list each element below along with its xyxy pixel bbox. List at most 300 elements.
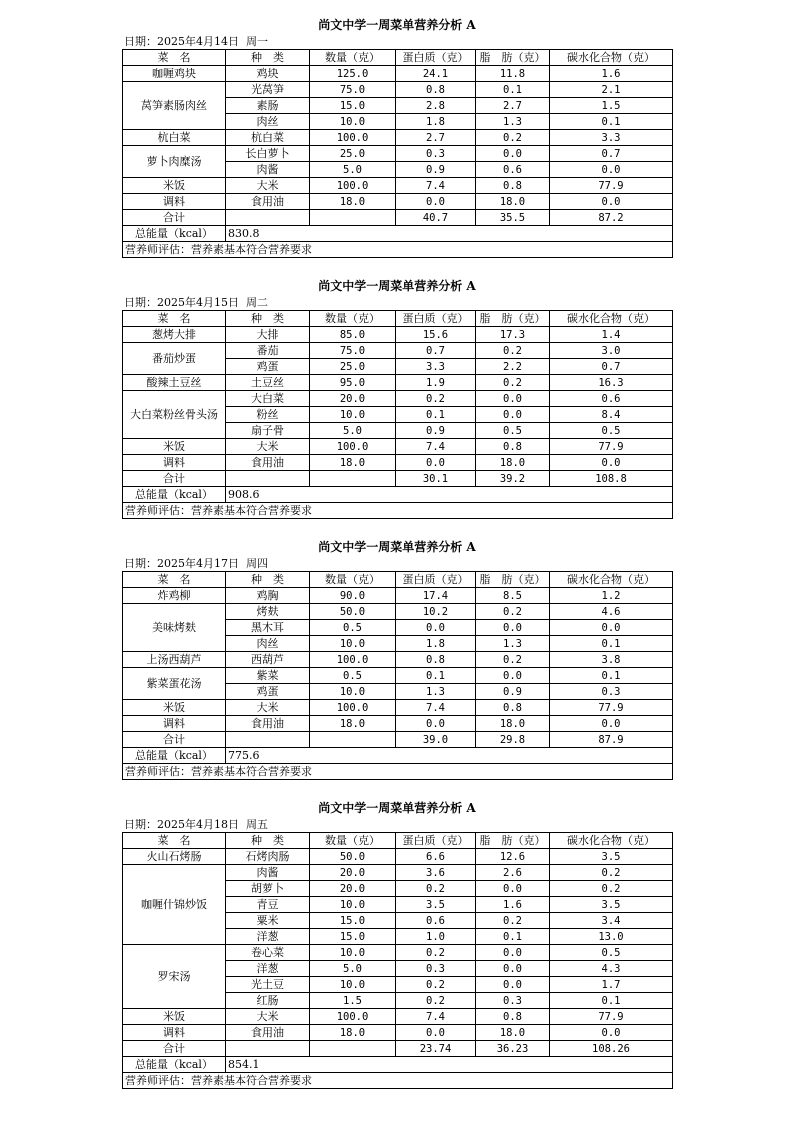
total-protein: 30.1 <box>396 471 476 487</box>
carbs-cell: 4.3 <box>550 961 673 977</box>
protein-cell: 10.2 <box>396 604 476 620</box>
ingredient: 大米 <box>226 700 310 716</box>
energy-label: 总能量（kcal） <box>123 1057 226 1073</box>
carbs-cell: 77.9 <box>550 439 673 455</box>
ingredient: 紫菜 <box>226 668 310 684</box>
total-carbs: 87.9 <box>550 732 673 748</box>
carbs-cell: 0.2 <box>550 881 673 897</box>
carbs-cell: 3.4 <box>550 913 673 929</box>
evaluation-row <box>123 503 673 519</box>
column-header: 脂 肪（克） <box>476 50 550 66</box>
protein-cell: 0.2 <box>396 881 476 897</box>
protein-cell: 0.0 <box>396 620 476 636</box>
evaluation-row <box>123 242 673 258</box>
quantity-cell: 50.0 <box>310 604 396 620</box>
column-header: 蛋白质（克） <box>396 311 476 327</box>
table-row <box>123 375 673 391</box>
ingredient: 光莴笋 <box>226 82 310 98</box>
protein-cell: 0.0 <box>396 194 476 210</box>
protein-cell: 7.4 <box>396 1009 476 1025</box>
ingredient: 食用油 <box>226 716 310 732</box>
table-row <box>123 82 673 98</box>
quantity-cell: 20.0 <box>310 865 396 881</box>
carbs-cell: 0.1 <box>550 993 673 1009</box>
carbs-cell: 0.0 <box>550 455 673 471</box>
column-header: 种 类 <box>226 50 310 66</box>
evaluation-text: 营养师评估：营养素基本符合营养要求 <box>123 242 673 258</box>
dish-name: 米饭 <box>123 439 226 455</box>
ingredient: 番茄 <box>226 343 310 359</box>
fat-cell: 0.5 <box>476 423 550 439</box>
protein-cell: 0.0 <box>396 455 476 471</box>
fat-cell: 0.2 <box>476 652 550 668</box>
energy-row <box>123 1057 673 1073</box>
dish-name: 罗宋汤 <box>123 945 226 1009</box>
quantity-cell: 15.0 <box>310 913 396 929</box>
table-row <box>123 716 673 732</box>
table-row <box>123 652 673 668</box>
protein-cell: 0.9 <box>396 162 476 178</box>
day-block <box>122 277 672 519</box>
protein-cell: 0.3 <box>396 146 476 162</box>
empty-cell <box>310 1041 396 1057</box>
column-header: 数量（克） <box>310 833 396 849</box>
column-header: 脂 肪（克） <box>476 833 550 849</box>
ingredient: 食用油 <box>226 455 310 471</box>
table-row <box>123 700 673 716</box>
header-row <box>123 50 673 66</box>
carbs-cell: 0.7 <box>550 359 673 375</box>
carbs-cell: 77.9 <box>550 700 673 716</box>
evaluation-row <box>123 764 673 780</box>
carbs-cell: 1.5 <box>550 98 673 114</box>
fat-cell: 17.3 <box>476 327 550 343</box>
fat-cell: 18.0 <box>476 716 550 732</box>
ingredient: 大白菜 <box>226 391 310 407</box>
menu-title: 尚文中学一周菜单营养分析 A <box>318 18 476 32</box>
total-fat: 29.8 <box>476 732 550 748</box>
table-row <box>123 668 673 684</box>
total-protein: 23.74 <box>396 1041 476 1057</box>
ingredient: 大米 <box>226 178 310 194</box>
protein-cell: 7.4 <box>396 439 476 455</box>
table-row <box>123 849 673 865</box>
table-row <box>123 588 673 604</box>
ingredient: 石烤肉肠 <box>226 849 310 865</box>
protein-cell: 3.6 <box>396 865 476 881</box>
ingredient: 红肠 <box>226 993 310 1009</box>
carbs-cell: 2.1 <box>550 82 673 98</box>
ingredient: 鸡块 <box>226 66 310 82</box>
carbs-cell: 16.3 <box>550 375 673 391</box>
quantity-cell: 18.0 <box>310 194 396 210</box>
dish-name: 米饭 <box>123 178 226 194</box>
dish-name: 火山石烤肠 <box>123 849 226 865</box>
protein-cell: 7.4 <box>396 178 476 194</box>
protein-cell: 0.1 <box>396 407 476 423</box>
energy-value: 908.6 <box>226 487 673 503</box>
ingredient: 西葫芦 <box>226 652 310 668</box>
menu-date: 日期：2025年4月15日 周二 <box>124 296 268 309</box>
quantity-cell: 18.0 <box>310 1025 396 1041</box>
energy-label: 总能量（kcal） <box>123 226 226 242</box>
protein-cell: 0.0 <box>396 716 476 732</box>
column-header: 碳水化合物（克） <box>550 833 673 849</box>
column-header: 菜 名 <box>123 311 226 327</box>
table-row <box>123 439 673 455</box>
carbs-cell: 0.2 <box>550 865 673 881</box>
protein-cell: 0.7 <box>396 343 476 359</box>
fat-cell: 11.8 <box>476 66 550 82</box>
ingredient: 胡萝卜 <box>226 881 310 897</box>
protein-cell: 1.0 <box>396 929 476 945</box>
fat-cell: 0.1 <box>476 929 550 945</box>
energy-label: 总能量（kcal） <box>123 487 226 503</box>
protein-cell: 2.8 <box>396 98 476 114</box>
quantity-cell: 15.0 <box>310 929 396 945</box>
table-row <box>123 146 673 162</box>
ingredient: 大米 <box>226 439 310 455</box>
empty-cell <box>226 210 310 226</box>
protein-cell: 0.2 <box>396 391 476 407</box>
dish-name: 大白菜粉丝骨头汤 <box>123 391 226 439</box>
fat-cell: 0.8 <box>476 1009 550 1025</box>
quantity-cell: 95.0 <box>310 375 396 391</box>
column-header: 菜 名 <box>123 833 226 849</box>
table-row <box>123 865 673 881</box>
carbs-cell: 3.5 <box>550 897 673 913</box>
fat-cell: 0.0 <box>476 668 550 684</box>
fat-cell: 0.0 <box>476 881 550 897</box>
column-header: 种 类 <box>226 311 310 327</box>
quantity-cell: 10.0 <box>310 977 396 993</box>
table-row <box>123 1009 673 1025</box>
quantity-cell: 85.0 <box>310 327 396 343</box>
dish-name: 美味烤麸 <box>123 604 226 652</box>
dish-name: 米饭 <box>123 1009 226 1025</box>
column-header: 数量（克） <box>310 311 396 327</box>
fat-cell: 0.9 <box>476 684 550 700</box>
carbs-cell: 0.0 <box>550 1025 673 1041</box>
carbs-cell: 3.5 <box>550 849 673 865</box>
ingredient: 长白萝卜 <box>226 146 310 162</box>
column-header: 脂 肪（克） <box>476 572 550 588</box>
ingredient: 肉丝 <box>226 114 310 130</box>
column-header: 碳水化合物（克） <box>550 572 673 588</box>
ingredient: 洋葱 <box>226 961 310 977</box>
quantity-cell: 5.0 <box>310 162 396 178</box>
energy-value: 830.8 <box>226 226 673 242</box>
table-row <box>123 130 673 146</box>
menu-title: 尚文中学一周菜单营养分析 A <box>318 279 476 293</box>
carbs-cell: 1.4 <box>550 327 673 343</box>
carbs-cell: 1.2 <box>550 588 673 604</box>
column-header: 脂 肪（克） <box>476 311 550 327</box>
carbs-cell: 3.3 <box>550 130 673 146</box>
dish-name: 酸辣土豆丝 <box>123 375 226 391</box>
protein-cell: 0.8 <box>396 652 476 668</box>
quantity-cell: 50.0 <box>310 849 396 865</box>
menu-date: 日期：2025年4月18日 周五 <box>124 818 268 831</box>
dish-name: 调料 <box>123 455 226 471</box>
fat-cell: 0.6 <box>476 162 550 178</box>
menu-date: 日期：2025年4月17日 周四 <box>124 557 268 570</box>
fat-cell: 0.1 <box>476 82 550 98</box>
quantity-cell: 10.0 <box>310 684 396 700</box>
carbs-cell: 1.6 <box>550 66 673 82</box>
fat-cell: 2.6 <box>476 865 550 881</box>
fat-cell: 1.3 <box>476 636 550 652</box>
ingredient: 肉酱 <box>226 865 310 881</box>
day-block <box>122 799 672 1089</box>
ingredient: 卷心菜 <box>226 945 310 961</box>
protein-cell: 0.2 <box>396 977 476 993</box>
dish-name: 番茄炒蛋 <box>123 343 226 375</box>
dish-name: 米饭 <box>123 700 226 716</box>
protein-cell: 0.1 <box>396 668 476 684</box>
nutrition-table <box>122 310 673 519</box>
quantity-cell: 90.0 <box>310 588 396 604</box>
protein-cell: 0.8 <box>396 82 476 98</box>
protein-cell: 0.9 <box>396 423 476 439</box>
total-fat: 39.2 <box>476 471 550 487</box>
quantity-cell: 10.0 <box>310 945 396 961</box>
quantity-cell: 5.0 <box>310 961 396 977</box>
total-row <box>123 210 673 226</box>
fat-cell: 18.0 <box>476 194 550 210</box>
fat-cell: 8.5 <box>476 588 550 604</box>
protein-cell: 1.8 <box>396 114 476 130</box>
quantity-cell: 125.0 <box>310 66 396 82</box>
energy-value: 854.1 <box>226 1057 673 1073</box>
quantity-cell: 20.0 <box>310 391 396 407</box>
quantity-cell: 25.0 <box>310 359 396 375</box>
quantity-cell: 10.0 <box>310 114 396 130</box>
total-fat: 36.23 <box>476 1041 550 1057</box>
carbs-cell: 0.0 <box>550 716 673 732</box>
dish-name: 萝卜肉糜汤 <box>123 146 226 178</box>
column-header: 数量（克） <box>310 572 396 588</box>
dish-name: 紫菜蛋花汤 <box>123 668 226 700</box>
protein-cell: 1.8 <box>396 636 476 652</box>
table-row <box>123 66 673 82</box>
total-fat: 35.5 <box>476 210 550 226</box>
total-row <box>123 1041 673 1057</box>
ingredient: 大排 <box>226 327 310 343</box>
carbs-cell: 77.9 <box>550 178 673 194</box>
total-row <box>123 471 673 487</box>
empty-cell <box>310 732 396 748</box>
protein-cell: 3.3 <box>396 359 476 375</box>
quantity-cell: 75.0 <box>310 82 396 98</box>
nutrition-table <box>122 832 673 1089</box>
fat-cell: 0.0 <box>476 391 550 407</box>
ingredient: 洋葱 <box>226 929 310 945</box>
fat-cell: 0.8 <box>476 439 550 455</box>
protein-cell: 0.2 <box>396 993 476 1009</box>
column-header: 碳水化合物（克） <box>550 311 673 327</box>
dish-name: 调料 <box>123 1025 226 1041</box>
fat-cell: 0.8 <box>476 178 550 194</box>
carbs-cell: 0.7 <box>550 146 673 162</box>
evaluation-text: 营养师评估：营养素基本符合营养要求 <box>123 503 673 519</box>
menu-title: 尚文中学一周菜单营养分析 A <box>318 540 476 554</box>
empty-cell <box>226 1041 310 1057</box>
dish-name: 咖喱鸡块 <box>123 66 226 82</box>
ingredient: 食用油 <box>226 1025 310 1041</box>
fat-cell: 0.2 <box>476 604 550 620</box>
ingredient: 素肠 <box>226 98 310 114</box>
protein-cell: 0.6 <box>396 913 476 929</box>
fat-cell: 0.0 <box>476 977 550 993</box>
column-header: 种 类 <box>226 572 310 588</box>
empty-cell <box>310 471 396 487</box>
quantity-cell: 10.0 <box>310 407 396 423</box>
dish-name: 调料 <box>123 194 226 210</box>
quantity-cell: 100.0 <box>310 1009 396 1025</box>
menu-date: 日期：2025年4月14日 周一 <box>124 35 268 48</box>
day-block <box>122 538 672 780</box>
total-carbs: 87.2 <box>550 210 673 226</box>
table-row <box>123 391 673 407</box>
energy-row <box>123 748 673 764</box>
quantity-cell: 10.0 <box>310 636 396 652</box>
protein-cell: 0.2 <box>396 945 476 961</box>
energy-row <box>123 226 673 242</box>
carbs-cell: 1.7 <box>550 977 673 993</box>
ingredient: 鸡蛋 <box>226 684 310 700</box>
quantity-cell: 5.0 <box>310 423 396 439</box>
evaluation-text: 营养师评估：营养素基本符合营养要求 <box>123 1073 673 1089</box>
protein-cell: 24.1 <box>396 66 476 82</box>
column-header: 数量（克） <box>310 50 396 66</box>
menu-title: 尚文中学一周菜单营养分析 A <box>318 801 476 815</box>
quantity-cell: 100.0 <box>310 178 396 194</box>
total-label: 合计 <box>123 210 226 226</box>
ingredient: 光土豆 <box>226 977 310 993</box>
quantity-cell: 100.0 <box>310 652 396 668</box>
quantity-cell: 1.5 <box>310 993 396 1009</box>
quantity-cell: 75.0 <box>310 343 396 359</box>
column-header: 蛋白质（克） <box>396 833 476 849</box>
fat-cell: 0.2 <box>476 913 550 929</box>
ingredient: 鸡胸 <box>226 588 310 604</box>
quantity-cell: 0.5 <box>310 620 396 636</box>
ingredient: 青豆 <box>226 897 310 913</box>
fat-cell: 0.2 <box>476 375 550 391</box>
protein-cell: 0.0 <box>396 1025 476 1041</box>
carbs-cell: 77.9 <box>550 1009 673 1025</box>
empty-cell <box>310 210 396 226</box>
column-header: 种 类 <box>226 833 310 849</box>
carbs-cell: 0.0 <box>550 162 673 178</box>
fat-cell: 18.0 <box>476 1025 550 1041</box>
dish-name: 莴笋素肠肉丝 <box>123 82 226 130</box>
fat-cell: 2.2 <box>476 359 550 375</box>
column-header: 菜 名 <box>123 50 226 66</box>
table-row <box>123 455 673 471</box>
fat-cell: 0.3 <box>476 993 550 1009</box>
energy-label: 总能量（kcal） <box>123 748 226 764</box>
quantity-cell: 20.0 <box>310 881 396 897</box>
protein-cell: 6.6 <box>396 849 476 865</box>
fat-cell: 2.7 <box>476 98 550 114</box>
table-row <box>123 194 673 210</box>
ingredient: 扇子骨 <box>226 423 310 439</box>
carbs-cell: 3.8 <box>550 652 673 668</box>
protein-cell: 2.7 <box>396 130 476 146</box>
quantity-cell: 0.5 <box>310 668 396 684</box>
fat-cell: 0.2 <box>476 343 550 359</box>
fat-cell: 0.2 <box>476 130 550 146</box>
empty-cell <box>226 471 310 487</box>
ingredient: 粉丝 <box>226 407 310 423</box>
dish-name: 上汤西葫芦 <box>123 652 226 668</box>
table-row <box>123 945 673 961</box>
quantity-cell: 15.0 <box>310 98 396 114</box>
energy-row <box>123 487 673 503</box>
energy-value: 775.6 <box>226 748 673 764</box>
table-row <box>123 178 673 194</box>
carbs-cell: 4.6 <box>550 604 673 620</box>
protein-cell: 15.6 <box>396 327 476 343</box>
carbs-cell: 0.1 <box>550 636 673 652</box>
ingredient: 杭白菜 <box>226 130 310 146</box>
day-block <box>122 16 672 258</box>
total-carbs: 108.8 <box>550 471 673 487</box>
carbs-cell: 3.0 <box>550 343 673 359</box>
carbs-cell: 0.0 <box>550 194 673 210</box>
fat-cell: 0.0 <box>476 620 550 636</box>
table-row <box>123 1025 673 1041</box>
ingredient: 鸡蛋 <box>226 359 310 375</box>
ingredient: 粟米 <box>226 913 310 929</box>
carbs-cell: 8.4 <box>550 407 673 423</box>
protein-cell: 17.4 <box>396 588 476 604</box>
total-row <box>123 732 673 748</box>
total-carbs: 108.26 <box>550 1041 673 1057</box>
header-row <box>123 311 673 327</box>
table-row <box>123 327 673 343</box>
column-header: 蛋白质（克） <box>396 50 476 66</box>
ingredient: 土豆丝 <box>226 375 310 391</box>
fat-cell: 18.0 <box>476 455 550 471</box>
dish-name: 炸鸡柳 <box>123 588 226 604</box>
column-header: 蛋白质（克） <box>396 572 476 588</box>
fat-cell: 0.0 <box>476 146 550 162</box>
protein-cell: 0.3 <box>396 961 476 977</box>
quantity-cell: 25.0 <box>310 146 396 162</box>
carbs-cell: 0.6 <box>550 391 673 407</box>
ingredient: 烤麸 <box>226 604 310 620</box>
total-label: 合计 <box>123 732 226 748</box>
total-label: 合计 <box>123 1041 226 1057</box>
dish-name: 葱烤大排 <box>123 327 226 343</box>
protein-cell: 7.4 <box>396 700 476 716</box>
ingredient: 黑木耳 <box>226 620 310 636</box>
ingredient: 肉丝 <box>226 636 310 652</box>
dish-name: 杭白菜 <box>123 130 226 146</box>
ingredient: 肉酱 <box>226 162 310 178</box>
fat-cell: 12.6 <box>476 849 550 865</box>
protein-cell: 1.3 <box>396 684 476 700</box>
evaluation-row <box>123 1073 673 1089</box>
fat-cell: 0.0 <box>476 945 550 961</box>
fat-cell: 0.0 <box>476 961 550 977</box>
nutrition-table <box>122 571 673 780</box>
ingredient: 食用油 <box>226 194 310 210</box>
quantity-cell: 10.0 <box>310 897 396 913</box>
